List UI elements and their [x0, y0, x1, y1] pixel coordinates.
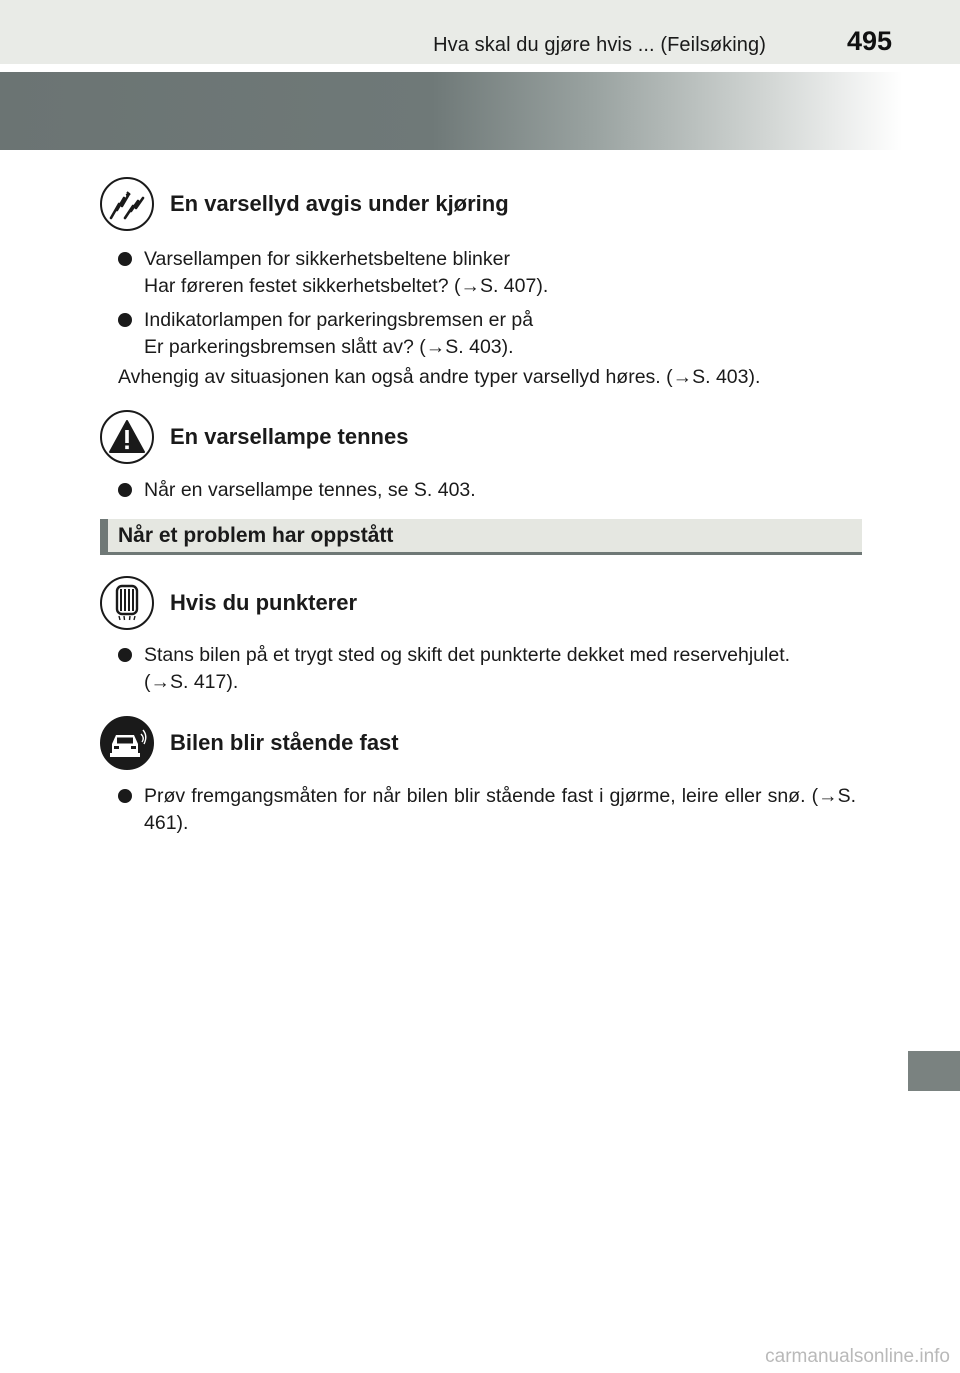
bullet-line: Når en varsellampe tennes, se S. 403. — [144, 479, 476, 501]
section-warning-sound-heading — [100, 175, 509, 233]
bullet-line: Prøv fremgangsmåten for når bilen blir stående fast i gjørme, leire eller snø. (→S. 461). — [144, 785, 856, 834]
problem-section-title: Når et problem har oppstått — [118, 523, 394, 547]
flat-tire-icon — [100, 576, 154, 630]
bullet-dot — [118, 313, 132, 327]
bullet-line: Er parkeringsbremsen slått av? (→S. 403). — [144, 336, 514, 358]
section-stuck-heading — [100, 714, 399, 772]
section-flat-tire-heading — [100, 574, 357, 632]
header-title: Hva skal du gjøre hvis ... (Feilsøking) — [433, 34, 766, 56]
list-item — [118, 477, 860, 504]
section-title: Hvis du punkterer — [170, 590, 358, 615]
section-title: En varsellampe tennes — [170, 424, 409, 449]
list-item — [118, 307, 860, 361]
bullet-line: (→S. 417). — [144, 671, 239, 693]
bullet-dot — [118, 252, 132, 266]
list-item — [118, 246, 860, 300]
bullet-line: Har føreren festet sikkerhetsbeltet? (→S. 407). — [144, 275, 549, 297]
bullet-line: Indikatorlampen for parkeringsbremsen er på — [144, 309, 534, 331]
section-note: Avhengig av situasjonen kan også andre typer varsellyd høres. (→S. 403). — [118, 366, 761, 388]
section-warning-lamp-heading — [100, 408, 408, 466]
bullet-dot — [118, 789, 132, 803]
chapter-side-tab — [908, 1051, 960, 1091]
sound-warning-icon — [100, 177, 154, 231]
bullet-dot — [118, 483, 132, 497]
section-title: Bilen blir stående fast — [170, 730, 399, 755]
list-item — [118, 642, 860, 696]
warning-triangle-icon — [100, 410, 154, 464]
bullet-dot — [118, 648, 132, 662]
bullet-line: Stans bilen på et trygt sted og skift det punkterte dekket med reservehjulet. — [144, 644, 791, 666]
section-title: En varsellyd avgis under kjøring — [170, 191, 509, 216]
bullet-line: Varsellampen for sikkerhetsbeltene blinker — [144, 248, 510, 270]
stuck-car-icon — [100, 716, 154, 770]
list-item — [118, 783, 860, 837]
page-number: 495 — [846, 26, 892, 56]
watermark: carmanualsonline.info — [765, 1346, 950, 1367]
chapter-banner — [0, 72, 960, 150]
problem-section-bar — [100, 519, 862, 555]
